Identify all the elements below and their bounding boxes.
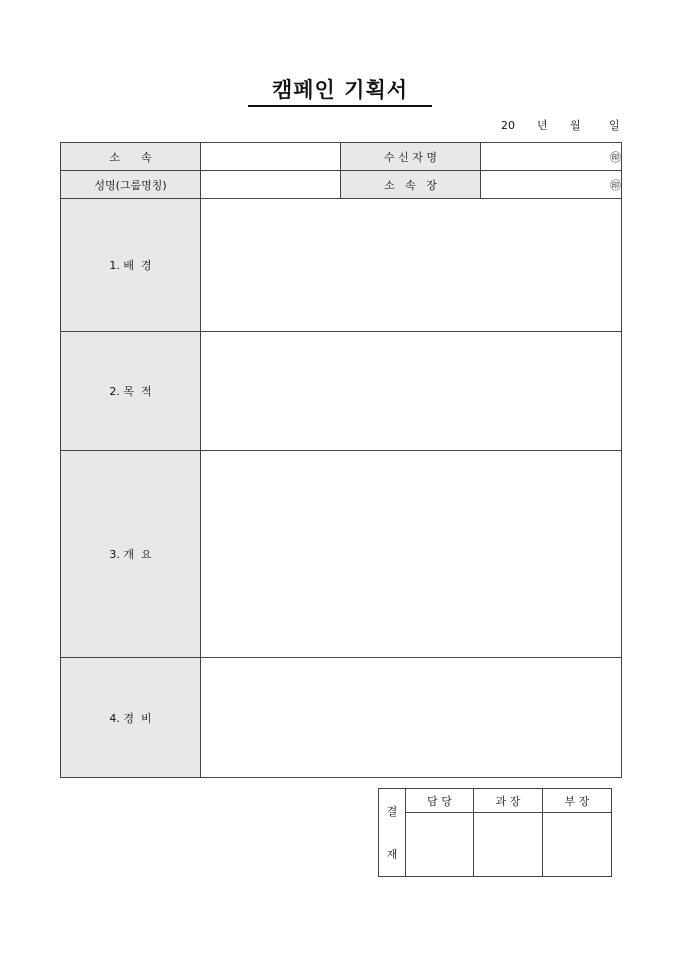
name-field[interactable] bbox=[201, 171, 341, 199]
recipient-label: 수 신 자 명 bbox=[341, 143, 481, 171]
seal-icon: ㊞ bbox=[610, 178, 621, 192]
section-content-purpose[interactable] bbox=[201, 332, 622, 451]
section-label-background: 1. 배 경 bbox=[61, 199, 201, 332]
section-row bbox=[61, 332, 622, 451]
date-day-unit: 일 bbox=[609, 119, 620, 132]
approval-sign-staff[interactable] bbox=[406, 813, 474, 877]
plan-form-table bbox=[60, 142, 622, 778]
section-content-expenses[interactable] bbox=[201, 658, 622, 778]
approval-side-bottom: 재 bbox=[386, 848, 398, 861]
affiliation-row bbox=[61, 143, 622, 171]
head-seal-field[interactable] bbox=[481, 171, 622, 199]
approval-side-top: 결 bbox=[386, 805, 398, 818]
section-row bbox=[61, 658, 622, 778]
section-label-purpose: 2. 목 적 bbox=[61, 332, 201, 451]
approval-sign-director[interactable] bbox=[543, 813, 612, 877]
recipient-seal-field[interactable] bbox=[481, 143, 622, 171]
section-label-expenses: 4. 경 비 bbox=[61, 658, 201, 778]
approval-col-director: 부 장 bbox=[543, 789, 612, 813]
name-label: 성명(그룹명칭) bbox=[61, 171, 201, 199]
name-row bbox=[61, 171, 622, 199]
approval-col-staff: 담 당 bbox=[406, 789, 474, 813]
section-content-overview[interactable] bbox=[201, 451, 622, 658]
date-year-unit: 년 bbox=[537, 119, 548, 132]
seal-icon: ㊞ bbox=[610, 150, 621, 164]
approval-side-label bbox=[379, 789, 406, 877]
approval-table bbox=[378, 788, 612, 877]
section-row bbox=[61, 199, 622, 332]
affiliation-label: 소 속 bbox=[61, 143, 201, 171]
approval-sign-manager[interactable] bbox=[474, 813, 543, 877]
section-row bbox=[61, 451, 622, 658]
head-label: 소 속 장 bbox=[341, 171, 481, 199]
section-label-overview: 3. 개 요 bbox=[61, 451, 201, 658]
date-month-unit: 월 bbox=[570, 119, 581, 132]
date-year: 20 bbox=[501, 119, 515, 132]
affiliation-field[interactable] bbox=[201, 143, 341, 171]
section-content-background[interactable] bbox=[201, 199, 622, 332]
document-title: 캠페인 기획서 bbox=[271, 77, 409, 102]
approval-col-manager: 과 장 bbox=[474, 789, 543, 813]
title-underline bbox=[248, 105, 432, 107]
